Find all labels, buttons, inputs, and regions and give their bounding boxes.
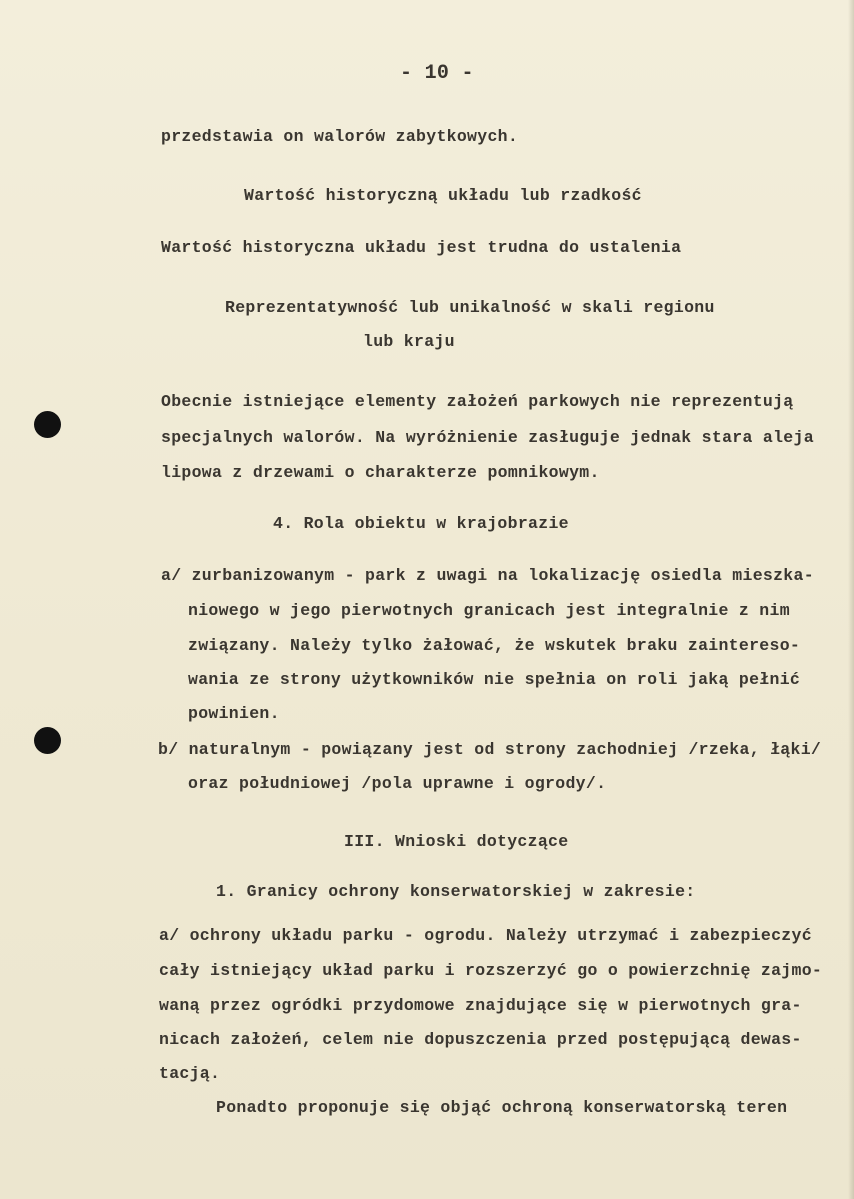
text-line-22: nicach założeń, celem nie dopuszczenia przed postępującą dewas- [159,1030,802,1049]
text-line-11: niowego w jego pierwotnych granicach jest integralnie z nim [188,601,790,620]
punch-hole-top [34,411,61,438]
text-line-15: b/ naturalnym - powiązany jest od strony zachodniej /rzeka, łąki/ [158,740,822,759]
text-line-21: waną przez ogródki przydomowe znajdujące się w pierwotnych gra- [159,996,802,1015]
section-heading-iii: III. Wnioski dotyczące [344,832,569,851]
text-line-6: Obecnie istniejące elementy założeń parkowych nie reprezentują [161,392,794,411]
section-heading-4: 4. Rola obiektu w krajobrazie [273,514,569,533]
text-line-8: lipowa z drzewami o charakterze pomnikowym. [161,463,600,482]
text-line-19: a/ ochrony układu parku - ogrodu. Należy utrzymać i zabezpieczyć [159,926,812,945]
page-edge-shadow [848,0,854,1199]
text-line-16: oraz południowej /pola uprawne i ogrody/. [188,774,607,793]
text-line-13: wania ze strony użytkowników nie spełnia on roli jaką pełnić [188,670,801,689]
text-line-14: powinien. [188,704,280,723]
text-line-1: przedstawia on walorów zabytkowych. [161,127,519,146]
page-number: - 10 - [400,62,474,85]
text-line-10: a/ zurbanizowanym - park z uwagi na lokalizację osiedla mieszka- [161,566,814,585]
text-line-3: Wartość historyczna układu jest trudna do ustalenia [161,238,682,257]
subsection-heading-1: 1. Granicy ochrony konserwatorskiej w zakresie: [216,882,696,901]
text-line-23: tacją. [159,1064,221,1083]
heading-historical-value: Wartość historyczną układu lub rzadkość [244,186,642,205]
punch-hole-bottom [34,727,61,754]
text-line-12: związany. Należy tylko żałować, że wskutek braku zaintereso- [188,636,801,655]
text-line-24: Ponadto proponuje się objąć ochroną konserwatorską teren [216,1098,788,1117]
text-line-7: specjalnych walorów. Na wyróżnienie zasługuje jednak stara aleja [161,428,814,447]
heading-representativeness: Reprezentatywność lub unikalność w skali regionu [225,298,715,317]
text-line-20: cały istniejący układ parku i rozszerzyć go o powierzchnię zajmo- [159,961,823,980]
heading-representativeness-cont: lub kraju [363,332,455,351]
